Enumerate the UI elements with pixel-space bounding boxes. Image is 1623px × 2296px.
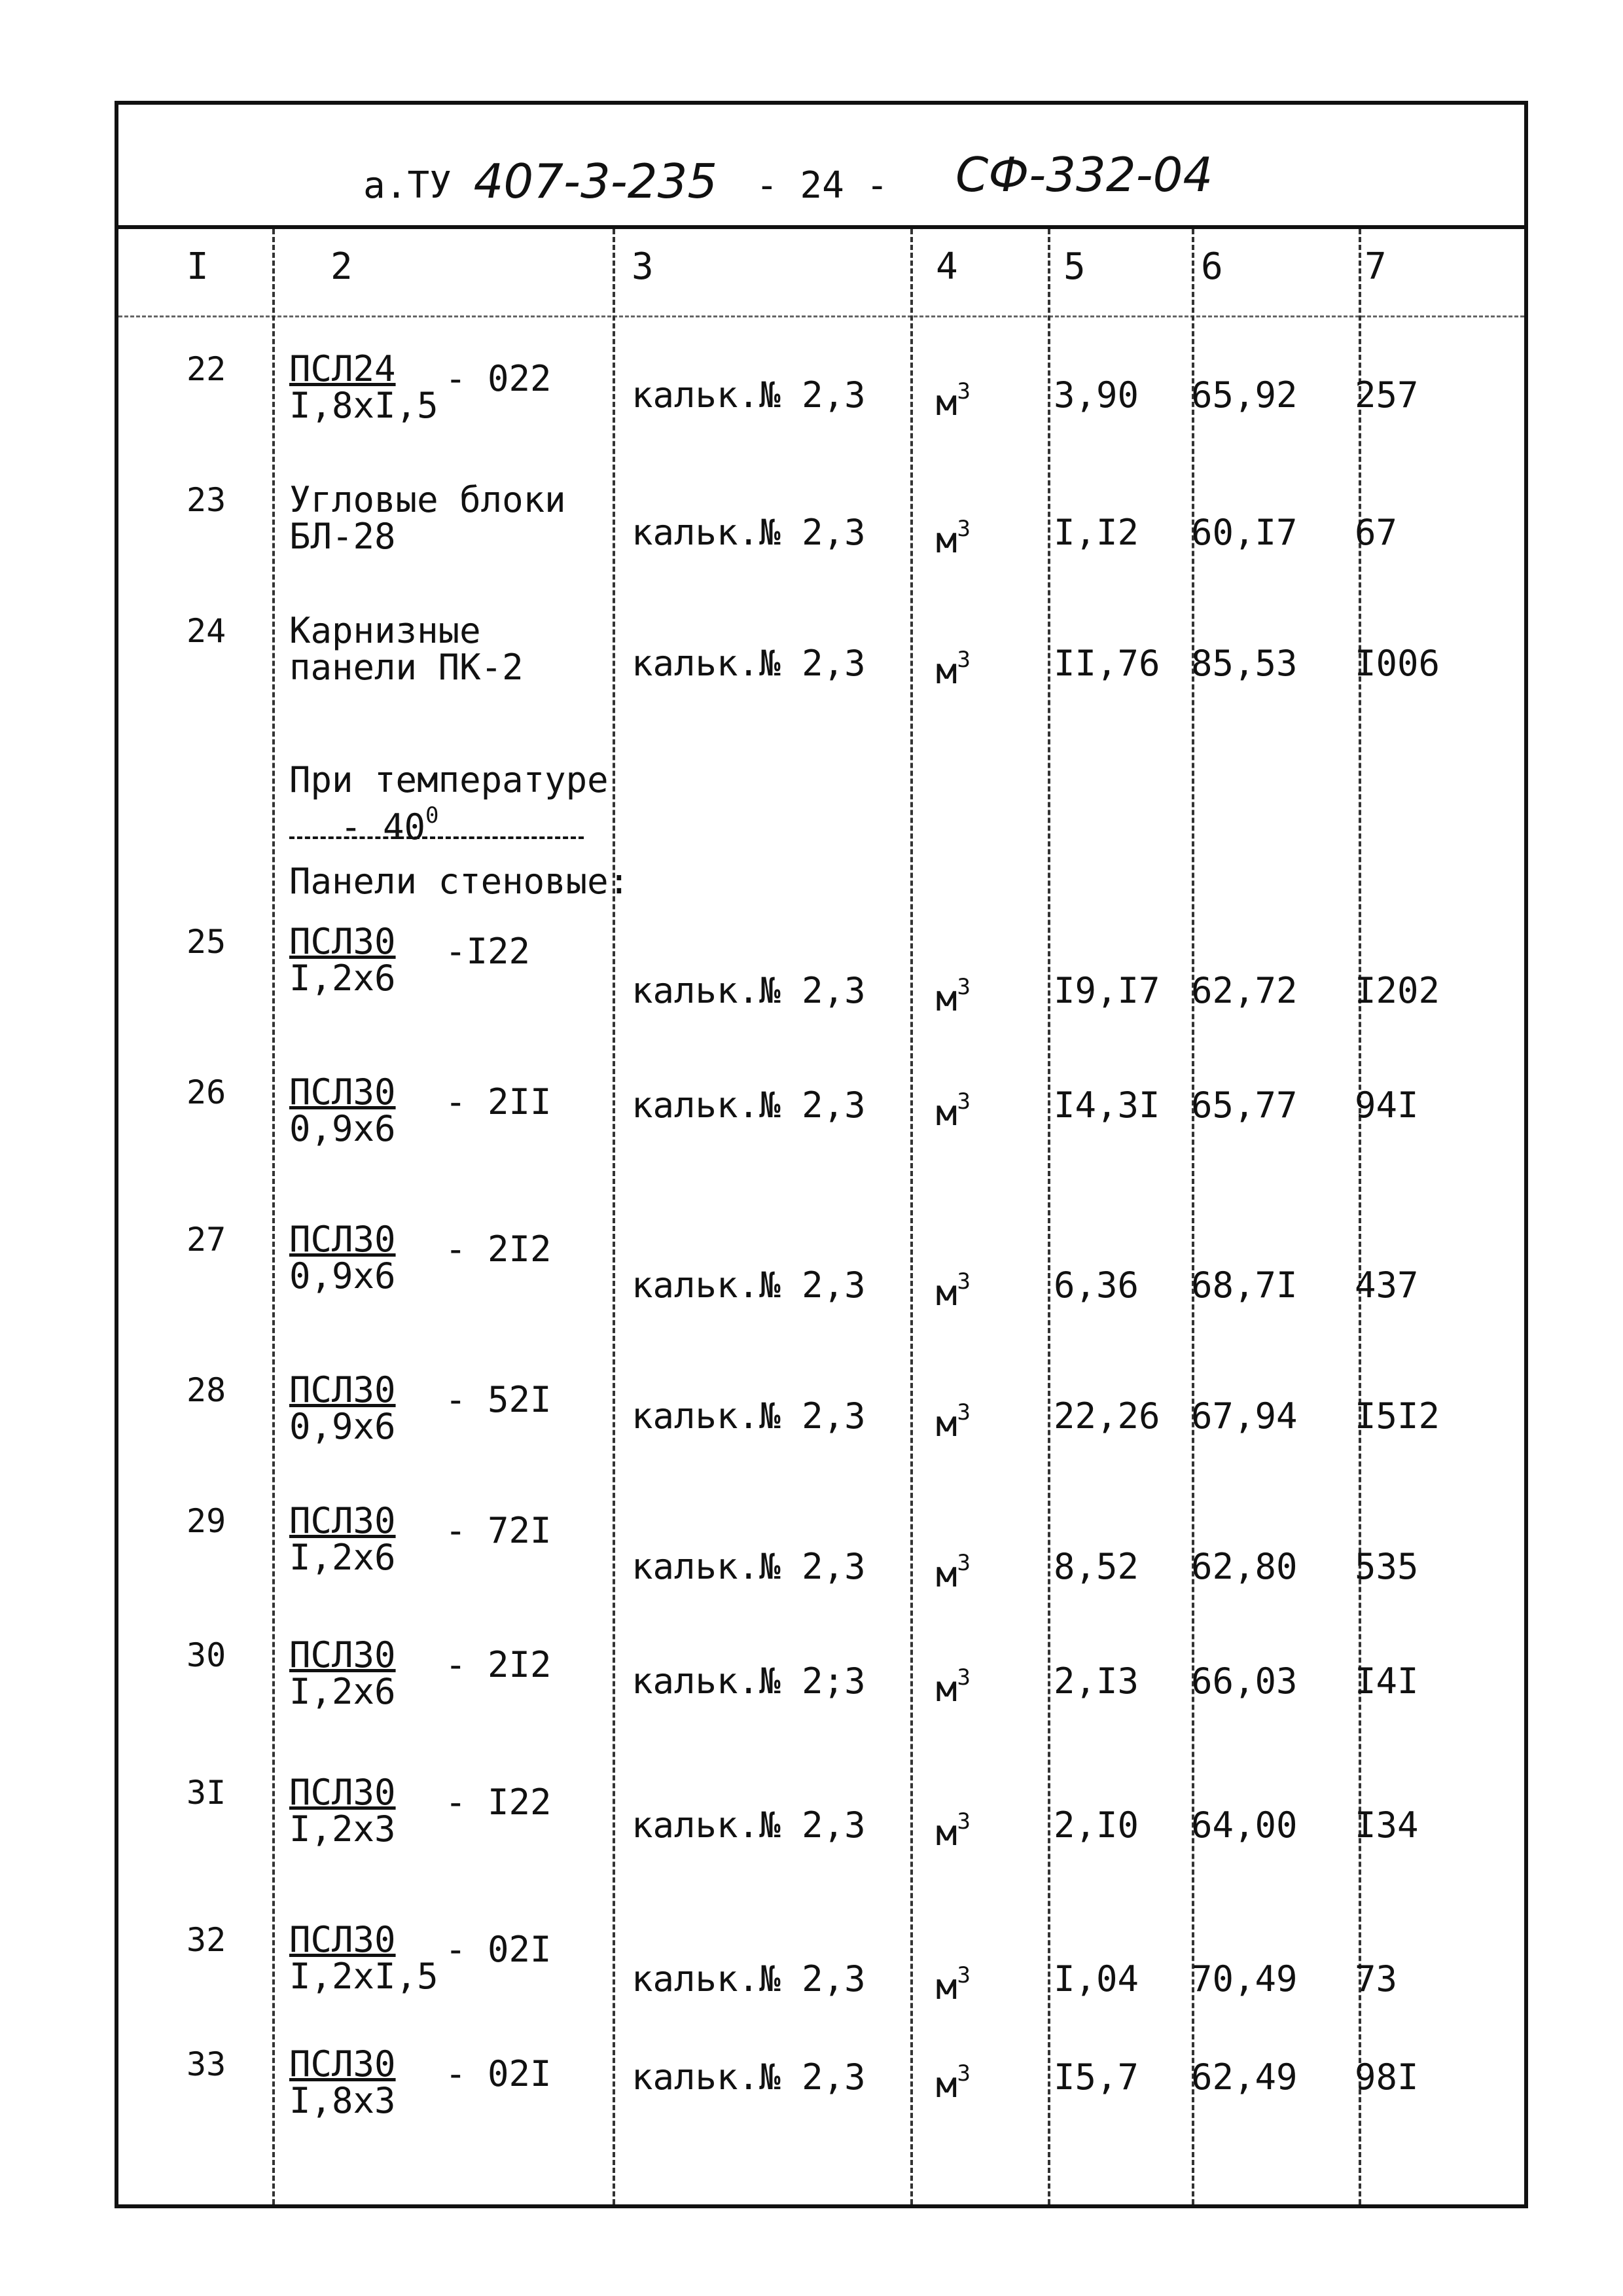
total-value: 257 (1355, 374, 1419, 416)
row-number: 29 (187, 1502, 226, 1540)
unit-price-value: 62,49 (1191, 2056, 1298, 2098)
total-value: 94I (1355, 1085, 1419, 1126)
row-number: 32 (187, 1921, 226, 1959)
row-number: 3I (187, 1774, 226, 1812)
series-number: 407-3-235 (473, 154, 718, 209)
item-dimensions: 0,9x6 (289, 1108, 396, 1149)
unit-cubic-meter: $м^3$ (936, 1962, 971, 2007)
item-dimensions: I,2x6 (289, 958, 396, 999)
row-number: 33 (187, 2045, 226, 2083)
item-suffix: - 022 (445, 358, 552, 399)
item-suffix: - 2II (445, 1081, 552, 1122)
reference-doc: кальк.№ 2,3 (632, 1958, 866, 2000)
unit-price-value: 67,94 (1191, 1395, 1298, 1437)
doc-code-stamp (955, 147, 1213, 202)
item-dimensions: 0,9x6 (289, 1406, 396, 1447)
row-number: 25 (187, 923, 226, 961)
unit-cubic-meter: $м^3$ (936, 1550, 971, 1595)
reference-doc: кальк.№ 2,3 (632, 2056, 866, 2098)
series-code: ТУ (407, 164, 452, 207)
item-mark: ПСЛ30 (289, 1071, 396, 1113)
column-header-4: 4 (936, 245, 958, 288)
item-dimensions: I,2x6 (289, 1537, 396, 1578)
row-number: 24 (187, 612, 226, 650)
total-value: I006 (1355, 643, 1440, 684)
unit-price-value: 85,53 (1191, 643, 1298, 684)
item-dimensions: БЛ-28 (289, 516, 396, 557)
total-value: 73 (1355, 1958, 1398, 2000)
item-mark: ПСЛ30 (289, 1634, 396, 1676)
unit-price-value: 70,49 (1191, 1958, 1298, 2000)
total-value: I5I2 (1355, 1395, 1440, 1437)
row-number: 28 (187, 1371, 226, 1409)
temperature-value: - $40^0$ (340, 802, 439, 848)
quantity-value: 8,52 (1054, 1546, 1139, 1587)
quantity-value: 6,36 (1054, 1265, 1139, 1306)
item-dimensions: I,8xI,5 (289, 385, 438, 426)
total-value: I4I (1355, 1660, 1419, 1702)
unit-price-value: 65,92 (1191, 374, 1298, 416)
item-dimensions: 0,9x6 (289, 1255, 396, 1297)
reference-doc: кальк.№ 2,3 (632, 1804, 866, 1846)
column-header-5: 5 (1063, 245, 1086, 288)
reference-doc: кальк.№ 2;3 (632, 1660, 866, 1702)
item-mark: Карнизные (289, 610, 481, 651)
column-divider (1048, 229, 1050, 2204)
unit-price-value: 62,80 (1191, 1546, 1298, 1587)
temperature-heading: При температуре (289, 759, 609, 800)
item-mark: ПСЛ30 (289, 1369, 396, 1410)
total-value: I34 (1355, 1804, 1419, 1846)
quantity-value: 2,I3 (1054, 1660, 1139, 1702)
item-suffix: - I22 (445, 1782, 552, 1823)
doc-code: СФ-332-04 (955, 147, 1213, 202)
title-divider (118, 225, 1524, 229)
item-mark: ПСЛ24 (289, 348, 396, 389)
item-dimensions: панели ПК-2 (289, 647, 524, 688)
unit-price-value: 60,I7 (1191, 512, 1298, 553)
unit-price-value: 65,77 (1191, 1085, 1298, 1126)
item-dimensions: I,8x3 (289, 2080, 396, 2121)
document-stamp (363, 154, 888, 209)
item-suffix: - 52I (445, 1379, 552, 1420)
unit-cubic-meter: $м^3$ (936, 1088, 971, 1134)
unit-cubic-meter: $м^3$ (936, 647, 971, 692)
column-header-3: 3 (632, 245, 654, 288)
quantity-value: I,I2 (1054, 512, 1139, 553)
quantity-value: 3,90 (1054, 374, 1139, 416)
reference-doc: кальк.№ 2,3 (632, 1546, 866, 1587)
item-suffix: - 02I (445, 1929, 552, 1970)
item-dimensions: I,2x6 (289, 1671, 396, 1712)
total-value: 437 (1355, 1265, 1419, 1306)
item-dimensions: I,2xI,5 (289, 1956, 438, 1997)
quantity-value: I4,3I (1054, 1085, 1160, 1126)
column-header-7: 7 (1364, 245, 1387, 288)
unit-price-value: 68,7I (1191, 1265, 1298, 1306)
item-suffix: - 2I2 (445, 1644, 552, 1685)
unit-cubic-meter: $м^3$ (936, 516, 971, 561)
total-value: 67 (1355, 512, 1398, 553)
column-divider (613, 229, 615, 2204)
unit-cubic-meter: $м^3$ (936, 974, 971, 1019)
item-mark: ПСЛ30 (289, 1772, 396, 1813)
column-divider (910, 229, 913, 2204)
quantity-value: I,04 (1054, 1958, 1139, 2000)
item-suffix: - 72I (445, 1510, 552, 1551)
row-number: 23 (187, 481, 226, 519)
unit-price-value: 62,72 (1191, 970, 1298, 1011)
reference-doc: кальк.№ 2,3 (632, 1395, 866, 1437)
item-mark: ПСЛ30 (289, 1219, 396, 1260)
unit-cubic-meter: $м^3$ (936, 1808, 971, 1854)
item-mark: ПСЛ30 (289, 921, 396, 962)
item-suffix: - 2I2 (445, 1229, 552, 1270)
quantity-value: 2,I0 (1054, 1804, 1139, 1846)
item-mark: Угловые блоки (289, 479, 566, 520)
item-suffix: -I22 (445, 931, 531, 972)
column-header-6: 6 (1201, 245, 1223, 288)
item-mark: ПСЛ30 (289, 2043, 396, 2085)
unit-cubic-meter: $м^3$ (936, 1664, 971, 1710)
panels-heading: Панели стеновые: (289, 861, 630, 902)
reference-doc: кальк.№ 2,3 (632, 1265, 866, 1306)
item-mark: ПСЛ30 (289, 1919, 396, 1960)
header-divider (118, 315, 1524, 317)
unit-price-value: 66,03 (1191, 1660, 1298, 1702)
total-value: I202 (1355, 970, 1440, 1011)
reference-doc: кальк.№ 2,3 (632, 512, 866, 553)
reference-doc: кальк.№ 2,3 (632, 643, 866, 684)
reference-doc: кальк.№ 2,3 (632, 1085, 866, 1126)
row-number: 22 (187, 350, 226, 388)
reference-doc: кальк.№ 2,3 (632, 970, 866, 1011)
unit-price-value: 64,00 (1191, 1804, 1298, 1846)
item-mark: ПСЛ30 (289, 1500, 396, 1541)
unit-cubic-meter: $м^3$ (936, 1399, 971, 1444)
unit-cubic-meter: $м^3$ (936, 2060, 971, 2106)
row-number: 27 (187, 1221, 226, 1259)
quantity-value: 22,26 (1054, 1395, 1160, 1437)
total-value: 535 (1355, 1546, 1419, 1587)
unit-cubic-meter: $м^3$ (936, 1268, 971, 1314)
column-header-2: 2 (330, 245, 353, 288)
item-dimensions: I,2x3 (289, 1808, 396, 1850)
quantity-value: I9,I7 (1054, 970, 1160, 1011)
quantity-value: II,76 (1054, 643, 1160, 684)
page-number: - 24 - (755, 164, 889, 207)
stamp-prefix: а. (363, 164, 408, 207)
quantity-value: I5,7 (1054, 2056, 1139, 2098)
column-header-1: I (187, 245, 209, 288)
unit-cubic-meter: $м^3$ (936, 378, 971, 423)
reference-doc: кальк.№ 2,3 (632, 374, 866, 416)
row-number: 30 (187, 1636, 226, 1674)
temperature-underline (289, 836, 584, 839)
row-number: 26 (187, 1073, 226, 1111)
total-value: 98I (1355, 2056, 1419, 2098)
column-divider (272, 229, 275, 2204)
item-suffix: - 02I (445, 2053, 552, 2094)
